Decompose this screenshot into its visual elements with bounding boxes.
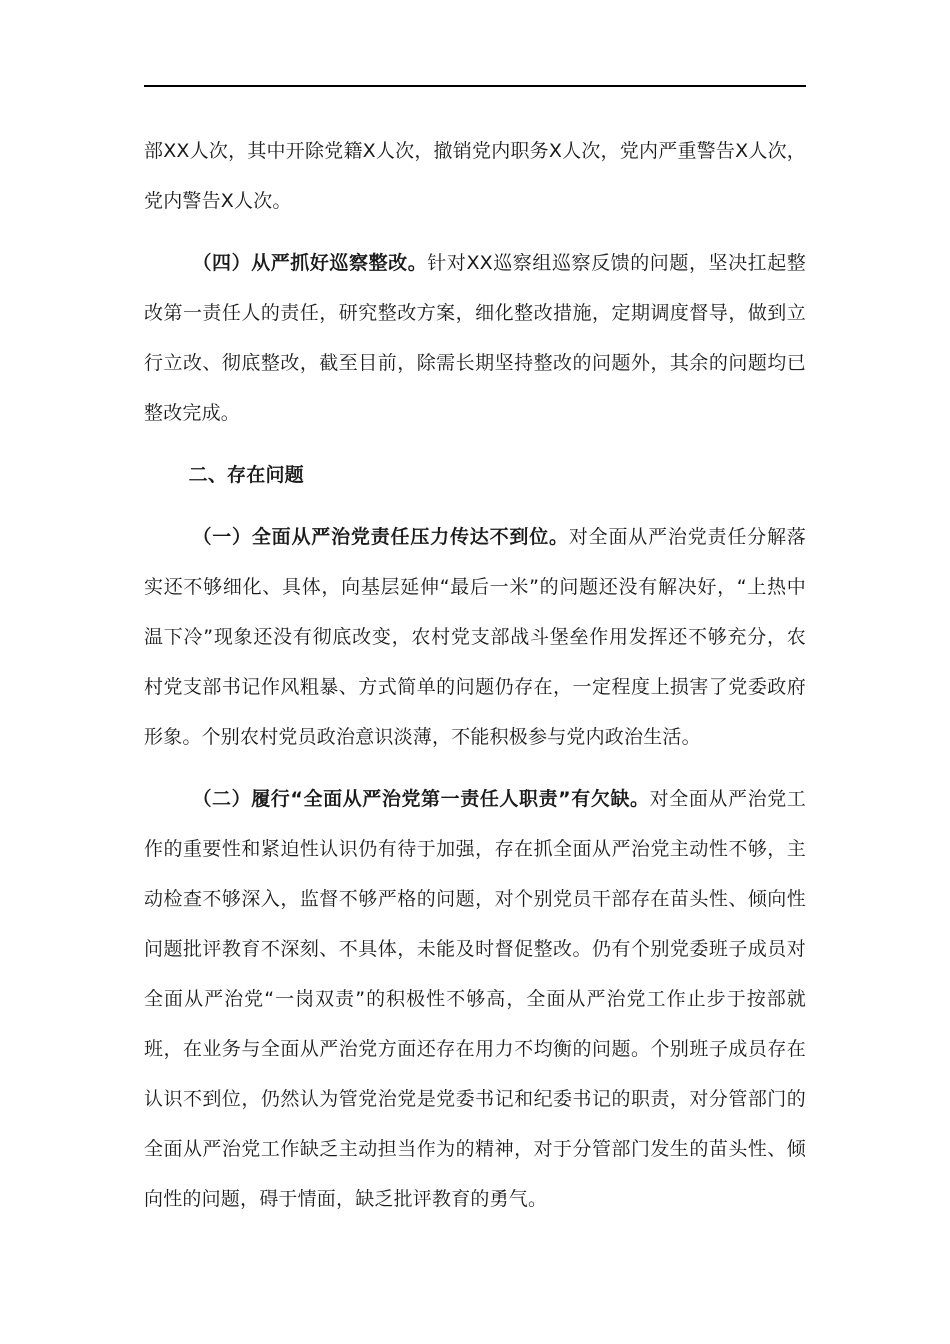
- paragraph-continuation: [144, 126, 806, 226]
- paragraph-text: 对全面从严治党工作的重要性和紧迫性认识仍有待于加强，存在抓全面从严治党主动性不够，主动检查不够深入，监督不够严格的问题，对个别党员干部存在苗头性、倾向性问题批评教育不深刻、不具体，未能及时督促整改。仍有个别党委班子成员对全面从严治党“一岗双责”的积极性不够高，全面从严治党工作止步于按部就班，在业务与全面从严治党方面还存在用力不均衡的问题。个别班子成员存在认识不到位，仍然认为管党治党是党委书记和纪委书记的职责，对分管部门的全面从严治党工作缺乏主动担当作为的精神，对于分管部门发生的苗头性、倾向性的问题，碍于情面，缺乏批评教育的勇气。: [144, 788, 806, 1210]
- document-body: [144, 126, 806, 1236]
- paragraph-text: 针对XX巡察组巡察反馈的问题，坚决扛起整改第一责任人的责任，研究整改方案，细化整改措施，定期调度督导，做到立行立改、彻底整改，截至目前，除需长期坚持整改的问题外，其余的问题均已整改完成。: [144, 252, 806, 424]
- paragraph-heading: （四）从严抓好巡察整改。: [192, 252, 428, 274]
- paragraph-text: 对全面从严治党责任分解落实还不够细化、具体，向基层延伸“最后一米”的问题还没有解决好，“上热中温下冷”现象还没有彻底改变，农村党支部战斗堡垒作用发挥还不够充分，农村党支部书记作风粗暴、方式简单的问题仍存在，一定程度上损害了党委政府形象。个别农村党员政治意识淡薄，不能积极参与党内政治生活。: [144, 526, 806, 748]
- section-heading: 二、存在问题: [188, 464, 304, 486]
- paragraph-responsibility-pressure: [144, 512, 806, 762]
- paragraph-first-responsible-duty: [144, 774, 806, 1224]
- header-rule: [144, 85, 806, 87]
- paragraph-text: 部XX人次，其中开除党籍X人次，撤销党内职务X人次，党内严重警告X人次，党内警告X人次。: [144, 140, 806, 212]
- paragraph-heading: （一）全面从严治党责任压力传达不到位。: [192, 526, 569, 548]
- paragraph-heading: （二）履行“全面从严治党第一责任人职责”有欠缺。: [192, 788, 650, 810]
- paragraph-inspection-rectification: [144, 238, 806, 438]
